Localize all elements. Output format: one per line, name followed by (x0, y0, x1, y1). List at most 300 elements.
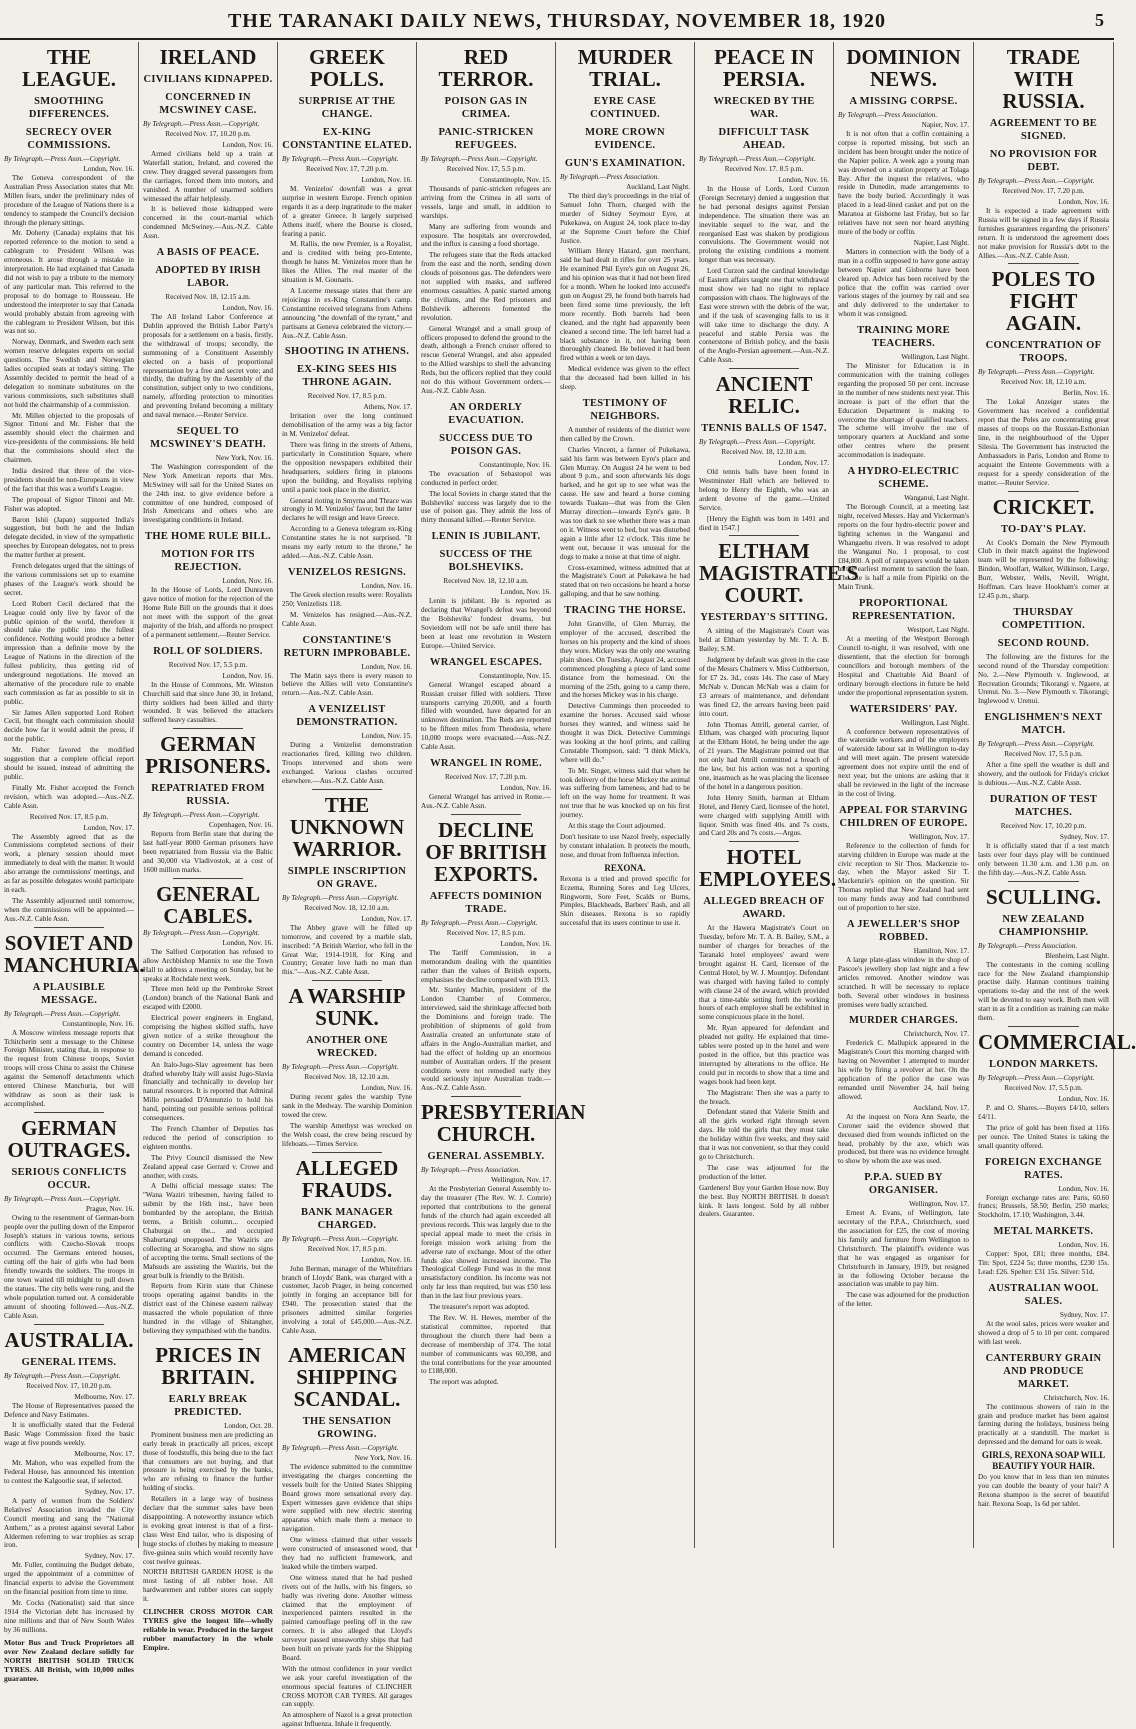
article-headline: AMERICAN SHIPPING SCANDAL. (288, 1342, 406, 1411)
received-line: Received Nov. 18, 12.10 a.m. (304, 1073, 390, 1082)
wire-credit: By Telegraph.—Press Assn.—Copyright. (4, 155, 121, 163)
article-paragraph: One witness claimed that other vessels were constructed of unseasoned wood, that they had no sufficient framework, and leaked while the timbers warped. (282, 1536, 412, 1571)
article-paragraph: At a meeting of the Westport Borough Council to-night, it was resolved, with one dissentient, that the election for borough councillors and borough members of the Hospital and Charitable Aid Board of ordinary borough elections in future be held under the proportional representation system. (838, 635, 969, 697)
column-7 (834, 42, 974, 1548)
article-subheading: THE SENSATION GROWING. (302, 1415, 392, 1440)
article-headline: RED TERROR. (438, 45, 534, 91)
article-paragraph: At Cook's Domain the New Plymouth Club in their match against the Inglewood team will be represented by the following: Bindon, Woolfart, Walker, Wilkinson, Large, Burr, Webster, Wells, Nevill, Wright, Hoffman. Cars leave Hookham's corner at 12.45 p.m., sharp. (978, 538, 1109, 600)
article-paragraph: The Washington correspondent of the New York American reports that Mrs. McSwiney will sail for the United States on the 24th inst. to give evidence before a committee of one hundred, composed of Irish Americans and others who are investigating conditions in Ireland. (143, 462, 273, 525)
dateline: London, Nov. 17. (83, 823, 134, 832)
article-paragraph: Mr. Mahon, who was expelled from the Federal House, has announced his intention to contest the Kalgoorlie seat, if selected. (4, 1459, 134, 1485)
article-subheading: WRANGEL IN ROME. (430, 757, 542, 769)
article-paragraph: Electrical power engineers in England, comprising the highest skilled staffs, have given notice of a strike throughout the country on December 14, unless the wage demand is conceded. (143, 1014, 273, 1058)
article-paragraph: Retailers in a large way of business declare that the summer sales have been disappointing. A noteworthy instance which is evoking great interest is that of a first-class West End tailor, who is disposing of huge stocks of clothes by making to measure five-guinea suits which would recently have cost twelve guineas. (143, 1495, 273, 1566)
dateline: Westport, Last Night. (907, 626, 969, 635)
article-headline: THE UNKNOWN WARRIOR. (289, 792, 405, 861)
advertisement-text: An atmosphere of Nazol is a great protection against Influenza. Inhale it frequently. (282, 1711, 412, 1729)
advertisement-text: Do you know that in less than ten minutes you can double the beauty of your hair? A Rexona shampoo is the secret of beautiful hair. Rexona Soap, 1s 6d per tablet. (978, 1473, 1109, 1508)
article-paragraph: Detective Cummings then proceeded to examine the horses. Accused said whose horses they wanted, and witness said he thought it was Dick. Detective Cummings was looking at the hoof prints, and calling Constable Thompson, said: "I think Mick's, where will do." (560, 702, 690, 764)
article-paragraph: Reports from Berlin state that during the last half-year 8000 German prisoners have been repatriated from Russia via the Baltic and 30,000 via Vladivostok, at a cost of 1600 million marks. (143, 830, 273, 874)
wire-credit: By Telegraph.—Press Assn.—Copyright. (4, 1371, 121, 1380)
dateline: London, Nov. 16. (361, 581, 412, 590)
article-paragraph: Foreign exchange rates are: Paris, 60.60 francs; Brussels, 58.50; Berlin, 250 marks; Stockholm, 17.10; Washington, 3.44. (978, 1193, 1109, 1220)
article-paragraph: The continuous showers of rain in the grain and produce market has been against farming during the holidays, business being practically at a standstill. The market is depressed and the demand for oats is weak. (978, 1402, 1109, 1447)
article-subheading: EX-KING CONSTANTINE ELATED. (282, 127, 412, 151)
article-subheading: AN ORDERLY EVACUATION. (448, 401, 524, 426)
article-divider (312, 1152, 382, 1153)
dateline: London, Nov. 16. (361, 1084, 412, 1093)
article-divider (173, 728, 243, 729)
article-subheading: A JEWELLER'S SHOP ROBBED. (846, 919, 961, 943)
article-divider (1008, 881, 1079, 882)
article-paragraph: General rioting in Smyrna and Thrace was strongly in M. Venizelos' favor, but the latter declares he will resign and leave Greece. (282, 496, 413, 523)
article-paragraph: The Assembly adjourned until tomorrow, when the commissions will be appointed.—Aus.-N.Z. Cable Assn. (4, 896, 134, 923)
dateline: London, Nov. 16. (361, 176, 412, 184)
article-paragraph: The case was adjourned for the production of the letter. (699, 1163, 829, 1181)
article-subheading: A PLAUSIBLE MESSAGE. (32, 981, 106, 1006)
wire-credit: By Telegraph.—Press Assn.—Copyright. (143, 120, 260, 128)
advertisement-footer: CLINCHER CROSS MOTOR CAR TYRES give the longest life—wholly reliable in wear. Produced in the largest rubber manufactory in the whole Empire. (143, 1607, 273, 1653)
article-subheading: REPATRIATED FROM RUSSIA. (151, 783, 265, 808)
article-subheading: EARLY BREAK PREDICTED. (168, 1393, 248, 1418)
dateline: Auckland, Nov. 17. (912, 1103, 969, 1112)
article-headline: GREEK POLLS. (309, 45, 385, 91)
article-paragraph: French delegates urged that the sittings of the various commissions set up to examine phases of the League's work should be secret. (4, 562, 134, 597)
article-headline: PRESBYTERIAN CHURCH. (421, 1100, 586, 1147)
article-divider (312, 789, 382, 790)
dateline: London, Nov. 17. (778, 459, 829, 468)
article-paragraph: Thousands of panic-stricken refugees are arriving from the Crimea in all sorts of vessels, large and small, in addition to warships. (421, 185, 551, 220)
article-headline: SCULLING. (986, 884, 1101, 909)
wire-credit: By Telegraph.—Press Association. (421, 1166, 521, 1175)
article-headline: AUSTRALIA. (4, 1327, 134, 1352)
article-paragraph: The proposal of Signor Tittoni and Mr. Fisher was adopted. (4, 495, 134, 513)
article-paragraph: M. Venizelos has resigned.—Aus.-N.Z. Cable Assn. (282, 610, 412, 628)
article-subheading: AUSTRALIAN WOOL SALES. (988, 1282, 1099, 1307)
article-paragraph: At the Hawera Magistrate's Court on Tuesday, before Mr. T. A. B. Bailey, S.M., a number of charges for breaches of the Taranaki hotel employees' award were brought against H. Card, licensee of the Central Hotel, by W. J. Mountjoy. Defendant was charged with having failed to comply with clause 24 of the award, which provided that a time-table setting forth the working hours of each employee shall be exhibited in some conspicuous place in the hotel. (699, 924, 829, 1022)
article-headline: MURDER TRIAL. (577, 45, 673, 91)
article-paragraph: Armed civilians held up a train at Waterfall station, Ireland, and covered the crew. They dragged several passengers from the carriages, forced them into motors, and vanished. A number of unarmed soldiers witnessed the affair helplessly. (143, 150, 273, 203)
received-line: Received Nov. 17, 5.5 p.m. (446, 165, 526, 173)
article-subheading: YESTERDAY'S SITTING. (700, 612, 828, 624)
article-paragraph: A Moscow wireless message reports that Tchitcherin sent a message to the Chinese Foreign Minister, stating that, in response to the request from Chinese troops, Soviet troops will cross China to assist the Chinese against the Semenoff detachments which entered Chinese Manchuria, but will withdraw as soon as their task is accomplished. (4, 1028, 134, 1108)
article-paragraph: There was firing in the streets of Athens, particularly in Constitution Square, where the opposition newspapers exhibited their headquarters, soldiers firing in platoons upon the building, and Royalists replying until a panic took place in the district. (282, 441, 412, 494)
advertisement-title: REXONA. (604, 862, 646, 873)
article-paragraph: John Berman, manager of the Whitefriars branch of Lloyds' Bank, was charged with a customer, Jacob Prager, in being concerned jointly in forging an acceptance bill for £940. The prosecution stated that the prisoners admitted similar forgeries involving a total of £45,000.—Aus.-N.Z. Cable Assn. (282, 1264, 412, 1335)
dateline: Berlin, Nov. 16. (1062, 389, 1109, 398)
article-subheading: ADOPTED BY IRISH LABOR. (155, 265, 261, 290)
article-paragraph: In the House of Lords, Lord Dunraven gave notice of motion for the rejection of the Home Rule Bill on the grounds that it does not meet with the support of the great majority of the Irish, and affords no prospect of a permanent settlement.—Reuter Service. (143, 586, 273, 639)
article-paragraph: To Mr. Singer, witness said that when he took delivery of the horse Mickey the animal was suffering from lameness, and had to be left on the way home for treatment. It was not true that he was knocked up on his first journey. (560, 766, 690, 820)
article-paragraph: John Henry Smith, barman at Eltham Hotel, and Henry Card, licensee of the hotel, were charged with supplying Attrill with liquor. Smith was fined 40s. and 7s costs, and Card 20s and 7s costs.—Argus. (699, 793, 829, 838)
article-paragraph: John Thomas Attrill, general carrier, of Eltham, was charged with procuring liquor at the Eltham Hotel, he being under the age of 21 years. The Magistrate pointed out that not only had Attrill committed a breach of the law, but his action was not a sporting one, inasmuch as he was placing the licensee of the hotel in a dangerous position. (699, 720, 829, 791)
dateline: Wellington, Last Night. (901, 353, 969, 362)
article-subheading: DIFFICULT TASK AHEAD. (718, 127, 810, 151)
article-subheading: POISON GAS IN CRIMEA. (444, 96, 528, 120)
article-headline: COMMERCIAL. (978, 1029, 1136, 1054)
article-paragraph: During a Venizelist demonstration reactionaries fired, killing two children. Troops intervened and shots were exchanged. Various clashes occurred elsewhere.—Aus.-N.Z. Cable Assn. (282, 741, 412, 785)
article-divider (451, 814, 521, 815)
article-paragraph: Copper: Spot, £81; three months, £84. Tin: Spot, £224 5s; three months, £230 15s. Lead: £26. Spelter: £31 15s. Silver: 51d. (978, 1250, 1109, 1277)
article-subheading: WATERSIDERS' PAY. (849, 703, 958, 715)
wire-credit: By Telegraph.—Press Assn.—Copyright. (978, 177, 1095, 185)
article-subheading: P.P.A. SUED BY ORGANISER. (864, 1172, 943, 1197)
article-subheading: SUCCESS OF THE BOLSHEVIKS. (439, 549, 533, 574)
dateline: Constantinople, Nov. 15. (479, 176, 551, 184)
article-subheading: A HYDRO-ELECTRIC SCHEME. (847, 466, 960, 491)
dateline: Wellington, Nov. 17. (909, 832, 969, 841)
article-paragraph: [Henry the Eighth was born in 1491 and died in 1547.] (699, 514, 829, 532)
article-paragraph: A conference between representatives of the waterside workers and of the employers of waterside labour sat in Wellington to-day and will meet again. The present waterside agreement does not expire until the end of next year, but the unions are asking that it shall be reviewed in the light of the increase in the cost of living. (838, 727, 969, 798)
dateline: New York, Nov. 16. (354, 1453, 412, 1462)
dateline: Christchurch, Nov. 17. (903, 1030, 969, 1039)
article-subheading: GUN'S EXAMINATION. (564, 158, 686, 169)
article-subheading: TO-DAY'S PLAY. (1000, 523, 1087, 535)
masthead (0, 0, 1114, 40)
article-paragraph: The third day's proceedings in the trial of Samuel John Thorn, charged with the murder of Sidney Seymour Eyre, at Pukekawa, on August 24, took place to-day at the Supreme Court before the Chief Justice. (560, 192, 690, 245)
article-subheading: A BASIS OF PEACE. (156, 247, 260, 259)
article-paragraph: Lenin is jubilant. He is reported as declaring that Wrangel's defeat was beyond the Bolsheviks' fondest dreams, but Sovietdom will not be safe until there has been at least one revolution in Western Europe.—United Service. (421, 597, 551, 650)
received-line: Received Nov. 17, 5.5 p.m. (168, 660, 248, 669)
column-6 (695, 42, 859, 1548)
dateline: London, Nov. 16. (500, 783, 551, 792)
received-line: Received Nov. 18, 12.10 a.m. (1000, 378, 1087, 387)
article-paragraph: P. and O. Shares.—Buyers £4/10, sellers £4/11. (978, 1103, 1109, 1121)
article-divider (1008, 1026, 1079, 1027)
article-paragraph: Owing to the resentment of German-born people over the pulling down of the Emperor Joseph's statues in various towns, serious conflicts with Czecho-Slovak troops occurred. The Germans entered houses, cutting off the hair of girls who had been friendly towards the soldiers. The troops in one town waited till midnight to pull down the statues. The city bells were rung, and the whole population turned out. A considerable amount of shooting followed.—Aus.-N.Z. Cable Assn. (4, 1213, 134, 1320)
advertisement-footer: Motor Bus and Truck Proprietors all over New Zealand declare solidly for NORTH BRITISH SOLID TRUCK TYRES. All British, with 10,000 miles guarantee. (4, 1637, 134, 1683)
article-divider (451, 1096, 521, 1097)
wire-credit: By Telegraph.—Press Assn.—Copyright. (978, 1073, 1095, 1082)
article-paragraph: It is believed those kidnapped were concerned in the court-martial which condemned McSwiney.—Aus.-N.Z. Cable Assn. (143, 205, 273, 241)
article-paragraph: The Rev. W. H. Hewes, member of the statistical committee, reported that throughout the church there had been a decrease of membership of 374. The total number of communicants was 60,398, and the total contributions for the year amounted to £188,000. (421, 1313, 551, 1376)
wire-credit: By Telegraph.—Press Association. (978, 941, 1078, 950)
article-paragraph: Cross-examined, witness admitted that at the Magistrate's Court at Pukekawa he had stated that on two occasions he heard a horse galloping, and that he saw nothing. (560, 563, 690, 599)
article-paragraph: Defendant stated that Valerie Smith and all the girls worked right through seven days. He told the girls that they must take the holiday within five weeks, and they said that it was not convenient, so that they could go to Christchurch. (699, 1108, 829, 1161)
article-paragraph: The All Ireland Labor Conference at Dublin approved the British Labor Party's proposals for a settlement on a basis, firstly, the withdrawal of troops; secondly, the summoning of a Constituent Assembly elected on a basis of proportional representation by a free and secret vote; and thirdly, the drafting by the Assembly of the constitution, subject only to two conditions, namely, affording protection to minorities and preventing Ireland becoming a military and naval menace.—Reuter Service. (143, 313, 273, 420)
article-subheading: CONCERNED IN MCSWINEY CASE. (159, 92, 257, 116)
dateline: London, Nov. 16. (500, 939, 551, 948)
article-paragraph: The House of Representatives passed the Defence and Navy Estimates. (4, 1401, 134, 1419)
article-subheading: GENERAL ASSEMBLY. (427, 1151, 545, 1163)
article-paragraph: Mr. Millen objected to the proposals of Signor Tittoni and Mr. Fisher that the assembly should elect the chairmen and vice-presidents of the commissions. He held that the commissions should elect the chairmen. (4, 411, 134, 465)
page-number: 5 (1095, 10, 1104, 30)
article-paragraph: Sir James Allen supported Lord Robert Cecil, but thought each commission should decide how far it would admit the press, if not the public. (4, 708, 134, 744)
article-paragraph: A sitting of the Magistrate's Court was held at Eltham yesterday by Mr. T. A. B. Bailey, S.M. (699, 627, 829, 654)
dateline: London, Nov. 16. (222, 304, 273, 313)
column-8 (974, 42, 1136, 1548)
received-line: Received Nov. 17, 10.20 p.m. (26, 1381, 112, 1390)
article-paragraph: The Salford Corporation has refused to allow Archbishop Mannix to use the Town Hall to address a meeting on Sunday, but he speaks at Rochdale next week. (143, 947, 273, 983)
wire-credit: By Telegraph.—Press Assn.—Copyright. (699, 155, 816, 163)
article-paragraph: A Delhi official message states: The "Wana Waziri tribesmen, having failed to submit by the 16th inst., have been bombarded by the aeroplane, the British terms, a British column... occupied Chaburgai on the... and occupied Shaburtangi unopposed. The Waziris are collecting at Sorarogha, and show no signs of accepting the terms. Small sections of the Mahsuds are assisting the Waziris, but the great bulk is friendly to the British. (143, 1182, 273, 1280)
article-paragraph: In the House of Lords, Lord Curzon (Foreign Secretary) denied a suggestion that he had personal designs against Persian independence. The situation there was an inevitable sequel to the war, and the reorganised East was shaken by prodigious convulsions. The Government would not prolong the existing conditions a moment longer than was necessary. (699, 185, 829, 265)
article-subheading: LENIN IS JUBILANT. (431, 531, 541, 543)
column-4 (417, 42, 586, 1548)
article-subheading: EYRE CASE CONTINUED. (590, 96, 660, 120)
article-subheading: SHOOTING IN ATHENS. (284, 346, 410, 358)
article-paragraph: Mr. Stanley Machin, president of the London Chamber of Commerce, interviewed, said the shrinkage affected both the Dominions and foreign trade. The prohibition of shipments of gold from Australia created an unfortunate state of affairs in the Anglo-Australian market, and had the effect of holding up an enormous number of Australian orders. If the present conditions were not remedied early they would seriously injure Australian trade.—Aus.-N.Z. Cable Assn. (421, 986, 551, 1093)
article-subheading: SURPRISE AT THE CHANGE. (298, 96, 396, 120)
article-paragraph: Medical evidence was given to the effect that the deceased had been killed in his sleep. (560, 365, 690, 392)
dateline: Napier, Nov. 17. (921, 121, 969, 129)
article-paragraph: Many are suffering from wounds and exposure. The hospitals are overcrowded, and the influx is causing a food shortage. (421, 222, 551, 249)
received-line: Received Nov. 17, 8.5 p.m. (307, 392, 387, 401)
column-5 (556, 42, 695, 1548)
dateline: London, Nov. 16. (361, 662, 412, 671)
article-paragraph: Judgment by default was given in the case of the Messrs Chalmers v. Miss Cuthbertson, for £7 2s. 3d., costs 14s. The case of Mary McNab v. Duncan McNab was a claim for £3 arrears of maintenance, and defendant was fined £2, the arrears having been paid into court. (699, 656, 829, 718)
article-paragraph: The report was adopted. (429, 1378, 499, 1387)
article-paragraph: At the Presbyterian General Assembly to-day the treasurer (The Rev. W. J. Comrie) reported that contributions to the general funds of the church had again exceeded all previous records. This was largely due to the special appeal made to meet the crisis in foreign mission work arising from the adverse rate of exchange. Most of the other funds also showed increased income. The Theological College Fund was in the most unsatisfactory condition. Its income was not only far less than required, but was £50 less than in the last four previous years. (421, 1185, 551, 1301)
dateline: London, Oct. 28. (224, 1421, 273, 1430)
article-paragraph: Charles Vincent, a farmer of Pukekawa, said his farm was between Eyre's place and Glen Murray. On August 24 he went to bed about 9 p.m., and soon afterwards his dogs barked, and he got up to see what was the cause. He saw and heard a horse coming towards Tuakau—that was from the Glen Murray direction—towards Eyre's gate. It was too dark to see whether there was a man on it. Witness went to bed, but was disturbed again a little after 12 o'clock. This time he went out, because it was unusual for the dogs to make a noise at that time of night. (560, 445, 690, 561)
received-line: Received Nov. 17, 10.20 p.m. (1000, 822, 1087, 830)
article-headline: PRICES IN BRITAIN. (155, 1342, 261, 1389)
article-divider (1008, 263, 1079, 264)
article-headline: ANCIENT RELIC. (715, 372, 813, 419)
article-subheading: SUCCESS DUE TO POISON GAS. (439, 432, 533, 457)
article-paragraph: In the House of Commons, Mr. Winston Churchill said that since June 30, in Ireland, thirty soldiers had been killed and thirty wounded. It was believed the attackers suffered heavy casualties. (143, 680, 273, 725)
article-paragraph: M. Rallis, the new Premier, is a Royalist, and is credited with being pro-Entente, though he hates M. Venizelos more than he likes the Allies. The real master of the situation is M. Gounaris. (282, 240, 412, 285)
article-divider (729, 368, 799, 369)
article-divider (173, 1339, 243, 1340)
dateline: London, Nov. 16. (361, 1255, 412, 1264)
article-subheading: BANK MANAGER CHARGED. (301, 1206, 393, 1231)
article-paragraph: The Matin says there is every reason to believe the Allies will veto Constantine's return.—Aus.-N.Z. Cable Assn. (282, 671, 412, 698)
article-subheading: CONCENTRATION OF TROOPS. (985, 340, 1102, 365)
article-paragraph: The local Soviets in charge stated that the Bolsheviks' success was largely due to the use of poison gas. They admit the loss of thirty thousand killed.—Reuter Service. (421, 489, 551, 525)
dateline: London, Nov. 16. (1058, 1241, 1109, 1250)
dateline: Christchurch, Nov. 16. (1043, 1393, 1109, 1402)
received-line: Received Nov. 18, 12.10 a.m. (304, 903, 390, 912)
article-paragraph: The case was adjourned for the production of the letter. (838, 1291, 969, 1309)
dateline: Sydney, Nov. 17. (1059, 1310, 1109, 1319)
article-paragraph: A large plate-glass window in the shop of Pascoe's jewellery shop last night and a few articles removed. Another window was scratched. It will be necessary to replace both. Several other windows in business premises were badly scratched. (838, 956, 969, 1009)
article-paragraph: After a fine spell the weather is dull and showery, and the outlook for Friday's cricket is dubious.—Aus.-N.Z. Cable Assn. (978, 761, 1109, 788)
dateline: Auckland, Last Night. (626, 183, 690, 191)
article-subheading: CANTERBURY GRAIN AND PRODUCE MARKET. (985, 1352, 1102, 1390)
article-subheading: VENIZELOS RESIGNS. (287, 566, 407, 578)
article-divider (312, 1339, 382, 1340)
article-paragraph: The Assembly agreed that as the Commissions completed sections of their work, a plenary session should meet immediately to deal with the matter. It would also arrange the commissions' meetings, and as far as possible delegates would participate in each. (4, 832, 134, 894)
dateline: Sydney, Nov. 17. (84, 1552, 134, 1561)
dateline: London, Nov. 16. (222, 577, 273, 586)
received-line: Received Nov. 18, 12.10 a.m. (721, 448, 807, 457)
wire-credit: By Telegraph.—Press Assn.—Copyright. (282, 1443, 399, 1452)
wire-credit: By Telegraph.—Press Assn.—Copyright. (699, 438, 816, 447)
article-paragraph: General Wrangel escaped aboard a Russian cruiser filled with soldiers. Three transports carrying 20,000, and a fourth filled with wounded, have departed for an unknown destination. The Reds are reported to be fifteen miles from Theodosia, where 10,000 troops were evacuated.—Aus.-N.Z. Cable Assn. (421, 680, 551, 752)
dateline: Constantinople, Nov. 16. (479, 460, 551, 469)
article-headline: DOMINION NEWS. (846, 45, 961, 91)
wire-credit: By Telegraph.—Press Assn.—Copyright. (282, 155, 399, 163)
dateline: Constantinople, Nov. 15. (479, 671, 551, 680)
article-headline: IRELAND (159, 45, 257, 69)
article-paragraph: The Minister for Education is in communication with the training colleges regarding the proposed 50 per cent. increase in the number of new students next year. This increase is part of the effort that the Education Department is making to overcome the shortage of qualified teachers. The scheme will involve the use of temporary quarters at Auckland and some other centres where the present accommodation is inadequate. (838, 362, 970, 460)
dateline: London, Nov. 16. (1058, 198, 1109, 206)
dateline: London, Nov. 16. (778, 176, 829, 184)
dateline: London, Nov. 16. (222, 671, 273, 680)
dateline: London, Nov. 17. (361, 914, 412, 923)
article-paragraph: A party of women from the Soldiers' Relatives' Association invaded the City Council meeting and sang the "National Anthem," as a protest against several Labor Aldermen referring to war trophies as scrap iron. (4, 1496, 134, 1550)
article-paragraph: The French Chamber of Deputies has reduced the period of conscription to eighteen months. (143, 1125, 273, 1151)
advertisement-text: Gardeners! Buy your Garden Hose now. Buy the best. Buy NORTH BRITISH. It doesn't kink. It lasts longest. Sold by all rubber dealers. Guarantee. (699, 1183, 829, 1219)
article-paragraph: Old tennis balls have been found in Westminster Hall which are believed to belong to Henry the Eighth, who was an ardent devotee of the game.—United Service. (699, 468, 829, 512)
dateline: London, Nov. 16. (1058, 1184, 1109, 1193)
article-subheading: PANIC-STRICKEN REFUGEES. (438, 127, 534, 151)
advertisement-text: Don't hesitate to use Nazol freely, especially by constant inhalation. It protects the mouth, nose, and throat from Influenza infection. (560, 833, 690, 859)
article-subheading: SEQUEL TO MCSWINEY'S DEATH. (150, 425, 266, 450)
article-subheading: PROPORTIONAL REPRESENTATION. (851, 598, 955, 623)
received-line: Received Nov. 17, 10.20 p.m. (165, 130, 251, 138)
article-paragraph: The Geneva correspondent of the Australian Press Association states that Mr. Millen fears, under the preliminary rules of procedure of the League of Nations there is a tendency to stampede the Council's decision through the plenary sittings. (4, 174, 134, 227)
article-subheading: TRAINING MORE TEACHERS. (857, 325, 950, 350)
wire-credit: By Telegraph.—Press Association. (838, 111, 938, 119)
wire-credit: By Telegraph.—Press Assn.—Copyright. (143, 811, 260, 820)
article-paragraph: The evacuation of Sebastopol was conducted in perfect order. (421, 469, 551, 487)
article-subheading: SECRECY OVER COMMISSIONS. (25, 127, 113, 151)
article-headline: PEACE IN PERSIA. (714, 45, 814, 91)
article-paragraph: Lord Curzon said the cardinal knowledge of Eastern affairs taught one that withdrawal must show we had no right to replace compassion with chaos. The highways of the East were strewn with the debris of the war, and if the task of scavenging falls to us it will take time to discharge the duty. A peaceful and stable Persia was the cornerstone of British policy, and the basis of the Anglo-Persian agreement.—Aus.-N.Z. Cable Assn. (699, 267, 829, 365)
article-paragraph: Mr. Fuller, continuing the Budget debate, urged the appointment of a committee of financial experts to advise the Government on the financial position from time to time. (4, 1561, 134, 1597)
article-divider (34, 1324, 104, 1325)
article-paragraph: India desired that three of the vice-presidents should be non-Europeans in view of the fact that this was a world's League. (4, 467, 134, 493)
article-paragraph: Three men held up the Pembroke Street (London) branch of the National Bank and escaped with £2000. (143, 985, 273, 1012)
article-subheading: WRANGEL ESCAPES. (429, 656, 543, 668)
column-3 (278, 42, 417, 1729)
wire-credit: By Telegraph.—Press Assn.—Copyright. (4, 1009, 121, 1018)
dateline: London, Nov. 15. (361, 732, 412, 741)
article-paragraph: Mr. Doherty (Canada) explains that his reported reference to the motion to send a cablegram to President Wilson was erroneous. It arose through a mistake in interpretation. He had explained that Canada did not wish to pay a tribute to the memory of any particular man. This referred to the proposal to do homage to Rousseau. He understood the interpreter to say that Canada would probably abstain from agreeing with the cablegram to President Wilson, but this was not so. (4, 229, 134, 336)
article-paragraph: During recent gales the warship Tyne sank in the Medway. The warship Dominion towed the crew. (282, 1093, 412, 1120)
received-line: Received Nov. 17, 8.5 p.m. (446, 928, 526, 937)
article-subheading: MOTION FOR ITS REJECTION. (161, 549, 255, 574)
article-headline: GERMAN OUTRAGES. (7, 1115, 131, 1162)
article-paragraph: Mr. Ryan appeared for defendant and pleaded not guilty. He explained that time-tables were posted up in the hotel and were posted in the office, but this practice was interrupted by alterations to the office. He could put in records to show that a time and wages book had been kept. (699, 1024, 829, 1086)
article-divider (34, 1112, 104, 1113)
article-subheading: AGREEMENT TO BE SIGNED. (989, 118, 1098, 142)
dateline: Copenhagen, Nov. 16. (208, 821, 273, 830)
article-paragraph: The treasurer's report was adopted. (429, 1303, 530, 1312)
article-paragraph: It is expected a trade agreement with Russia will be signed in a few days if Russia furnishes guarantees regarding the prisoners' return. It is understood the agreement does not make provision for Russia's debt to the Allies.—Aus.-N.Z. Cable Assn. (978, 207, 1109, 260)
dateline: London, Nov. 16. (222, 938, 273, 947)
article-paragraph: A number of residents of the district were then called by the Crown. (560, 425, 690, 443)
article-paragraph: The Tariff Commission, in a memorandum dealing with the quantities rather than the values of British exports, emphasises the decline compared with 1913. (421, 948, 551, 984)
article-headline: A WARSHIP SUNK. (288, 984, 406, 1031)
received-line: Received Nov. 18, 12.15 a.m. (165, 293, 251, 302)
wire-credit: By Telegraph.—Press Assn.—Copyright. (4, 1194, 121, 1203)
article-paragraph: Baron Ishii (Japan) supported India's suggestion, but both he and the Indian delegate decided, in view of the sympathetic speeches by European delegates, not to press the matter further at present. (4, 515, 134, 560)
received-line: Received Nov. 17, 8.5 p.m. (29, 812, 109, 821)
dateline: Blenheim, Last Night. (1045, 951, 1109, 960)
article-paragraph: The warship Amethyst was wrecked on the Welsh coast, the crew being rescued by lifeboats.—Times Service. (282, 1121, 412, 1148)
article-paragraph: Mr. Cocks (Nationalist) said that since 1914 the Victorian debt has increased by nine millions and that of New South Wales by 36 millions. (4, 1598, 134, 1634)
article-subheading: ALLEGED BREACH OF AWARD. (703, 896, 825, 921)
article-paragraph: The refugees state that the Reds attacked from the east and the north, sending down clouds of poisonous gas. The defenders were not supplied with masks, and suffered enormous casualties. A panic started among the civilians, and the Red prisoners and Bolshevik adherents fomented the revolution. (421, 251, 551, 322)
article-headline: DECLINE OF BRITISH EXPORTS. (425, 817, 547, 886)
received-line: Received Nov. 17, 7.20 p.m. (445, 772, 527, 781)
advertisement-text: Rexona is a tried and proved specific for Eczema, Running Sores and Leg Ulcers, Ringworm, Sore Feet, Scalds or Burns, Pimples, Blackheads, Barbers' Rash, and all Skin diseases. Rexona is so rapidly successful that its users continue to use it. (560, 874, 690, 928)
article-subheading: ANOTHER ONE WRECKED. (306, 1035, 388, 1060)
article-paragraph: Norway, Denmark, and Sweden each sent women reserve delegates experts on social questions. The Swedish and Norwegian ladies occupied seats at today's sitting. The Assembly decided to permit the head of a delegation to nominate substitutes on the various commissions, such substitutes shall not hold the chairmanship of a commission. (4, 338, 134, 409)
article-headline: GERMAN PRISONERS. (145, 732, 271, 779)
article-subheading: EX-KING SEES HIS THRONE AGAIN. (297, 364, 397, 389)
article-divider (34, 927, 104, 928)
wire-credit: By Telegraph.—Press Assn.—Copyright. (421, 918, 538, 927)
article-divider (173, 878, 243, 879)
dateline: London, Nov. 16. (1058, 1094, 1109, 1103)
article-subheading: WRECKED BY THE WAR. (713, 96, 815, 120)
wire-credit: By Telegraph.—Press Assn.—Copyright. (282, 893, 399, 902)
article-paragraph: The Privy Council dismissed the New Zealand appeal case Gerrard v. Crowe and another, with costs. (143, 1153, 273, 1180)
article-paragraph: The price of gold has been fixed at 116s per ounce. The United States is taking the small quantity offered. (978, 1123, 1109, 1150)
article-subheading: THE HOME RULE BILL. (145, 531, 271, 543)
dateline: New York, Nov. 16. (215, 453, 273, 462)
wire-credit: By Telegraph.—Press Assn.—Copyright. (421, 155, 538, 163)
dateline: Wellington, Nov. 17. (909, 1200, 969, 1209)
article-paragraph: Reports from Kirin state that Chinese troops operating against bandits in the district east of the Chinese eastern railway massacred the whole population of three hundred in the village of Shitangher, believing they sympathised with the bandits. (143, 1282, 273, 1335)
article-paragraph: Prominent business men are predicting an early break in practically all prices, except those of foodstuffs, this being due to the fact that consumers are not buying, and that pressure is being exercised by the banks, who are refusing to finance the further holding of stocks. (143, 1430, 273, 1493)
advertisement-text: NORTH BRITISH GARDEN HOSE is the most lasting of all rubber hose. All hardwaremen and rubber stores can supply it. (143, 1568, 273, 1604)
article-paragraph: William Henry Hazard, gun merchant, said he had dealt in rifles for over 25 years. He examined Phil Eyre's gun on August 26, and his opinion was that it had not been fired for a month. When he looked into accused's gun on August 29, he found both barrels had been fired some time previously, the left more recently. Both barrels had been cleaned, and the right had apparently been cleaned a second time. The left barrel had a black substance in it, not having been thoroughly cleaned. He believed it had been fired within a week or ten days. (560, 247, 690, 363)
wire-credit: By Telegraph.—Press Assn.—Copyright. (282, 1063, 399, 1072)
wire-credit: By Telegraph.—Press Association. (560, 173, 660, 181)
article-paragraph: It is unofficially stated that the Federal Basic Wage Commission fixed the basic wage at five pounds weekly. (4, 1421, 134, 1448)
article-paragraph: Mr. Fisher favored the modified suggestion that a complete official report should be issued, instead of admitting the public. (4, 746, 134, 781)
received-line: Received Nov. 17, 7.20 p.m. (306, 165, 388, 173)
received-line: Received Nov. 17, 7.20 p.m. (1002, 187, 1085, 195)
article-paragraph: The evidence submitted to the committee investigating the charges concerning the vessels built for the United States Shipping Board grows more sensational every day. Expert witnesses gave evidence that ships were supplied with new electric steering apparatus which made them a menace to navigation. (282, 1462, 412, 1534)
dateline: Constantinople, Nov. 16. (62, 1019, 134, 1028)
dateline: London, Nov. 16. (83, 165, 134, 173)
dateline: Melbourne, Nov. 17. (74, 1450, 134, 1459)
article-headline: SOVIET AND MANCHURIA. (4, 930, 145, 977)
article-headline: CRICKET. (992, 494, 1095, 519)
article-subheading: DURATION OF TEST MATCHES. (989, 794, 1098, 818)
dateline: Sydney, Nov. 17. (1059, 833, 1109, 841)
article-paragraph: A Lucerne message states that there are rejoicings in ex-King Constantine's camp. Constantine received telegrams from Athens announcing "the downfall of the tyrant," and partisans at Geneva celebrated the victory.—Aus.-N.Z. Cable Assn. (282, 286, 412, 340)
article-subheading: APPEAL FOR STARVING CHILDREN OF EUROPE. (839, 804, 968, 829)
dateline: London, Nov. 16. (222, 141, 273, 149)
article-subheading: METAL MARKETS. (993, 1226, 1094, 1238)
article-subheading: A MISSING CORPSE. (849, 96, 958, 107)
received-line: Received Nov. 17, 8.5 p.m. (307, 1244, 387, 1253)
article-subheading: LONDON MARKETS. (989, 1058, 1098, 1070)
dateline: Melbourne, Nov. 17. (74, 1392, 134, 1401)
advertisement-text: With the utmost confidence in your verdict we ask your careful investigation of the enormous special features of CLINCHER CROSS MOTOR CAR TYRES. All garages can supply. (282, 1664, 412, 1709)
article-subheading: GENERAL ITEMS. (21, 1356, 117, 1368)
article-subheading: AFFECTS DOMINION TRADE. (429, 890, 543, 915)
article-subheading: CIVILIANS KIDNAPPED. (143, 74, 273, 85)
article-subheading: SERIOUS CONFLICTS OCCUR. (11, 1166, 127, 1191)
article-paragraph: It is not often that a coffin containing a corpse is reported missing, but such an incident has been brought under the notice of the Napier police. A week ago a young man was drowned on a station property at Tolaga Bay. After the inquest the relatives, who reside in Dunedin, made arrangements to have the body buried. Accordingly it was placed in a lead-lined casket and put on the Maranoa at Gisborne last Friday, but so far relatives have not seen nor heard anything more of the body or coffin. (838, 130, 969, 236)
article-paragraph: Ernest A. Evans, of Wellington, late secretary of the P.P.A., Christchurch, sued the association for £25, the cost of moving his family and furniture from Wellington to Christchurch. The plaintiff's evidence was that he was engaged as organiser for Christchurch in January, 1919, but resigned in the following October because the association was unable to pay him. (838, 1209, 969, 1289)
article-subheading: TRACING THE HORSE. (564, 605, 686, 617)
article-headline: TRADE WITH RUSSIA. (1002, 45, 1085, 113)
article-paragraph: At the inquest on Nora Ann Searle, the Coroner said the evidence showed that deceased died from wounds inflicted on the head, probably by the axe, which was produced, but there was no evidence brought to show by whom the axe was used. (838, 1112, 969, 1166)
article-subheading: MURDER CHARGES. (849, 1015, 958, 1027)
article-subheading: CONSTANTINE'S RETURN IMPROBABLE. (283, 634, 411, 659)
article-paragraph: The Magistrate: Then she was a party to the breach. (699, 1088, 829, 1106)
article-subheading: SECOND ROUND. (997, 637, 1090, 649)
wire-credit: By Telegraph.—Press Assn.—Copyright. (978, 368, 1095, 377)
article-divider (1008, 491, 1079, 492)
article-paragraph: Finally Mr. Fisher accepted the French revision, which was adopted.—Aus.-N.Z. Cable Assn. (4, 783, 134, 810)
article-paragraph: Matters in connection with the body of a man in a coffin supposed to have gone astray between Napier and Gisborne have been cleared up. Advice has been received by the police that the coffin was carried over various stages of the journey by rail and sea and duly delivered to the undertaker to whom it was consigned. (838, 247, 969, 319)
article-paragraph: It is officially stated that if a test match lasts over four days play will be continued only between 11.30 a.m. and 1.30 p.m. on the fifth day.—Aus.-N.Z. Cable Assn. (978, 842, 1109, 877)
advertisement-title: GIRLS, REXONA SOAP WILL BEAUTIFY YOUR HAIR. (981, 1450, 1106, 1472)
article-paragraph: An Italo-Jugo-Slav agreement has been drafted whereby Italy will assist Jugo-Slavia financially and technically to develop her natural resources. It is reported that Admiral Millo persuaded D'Annunzio to hold his hand, pointing out possible serious political consequences. (143, 1060, 273, 1123)
article-subheading: FOREIGN EXCHANGE RATES. (984, 1156, 1103, 1181)
